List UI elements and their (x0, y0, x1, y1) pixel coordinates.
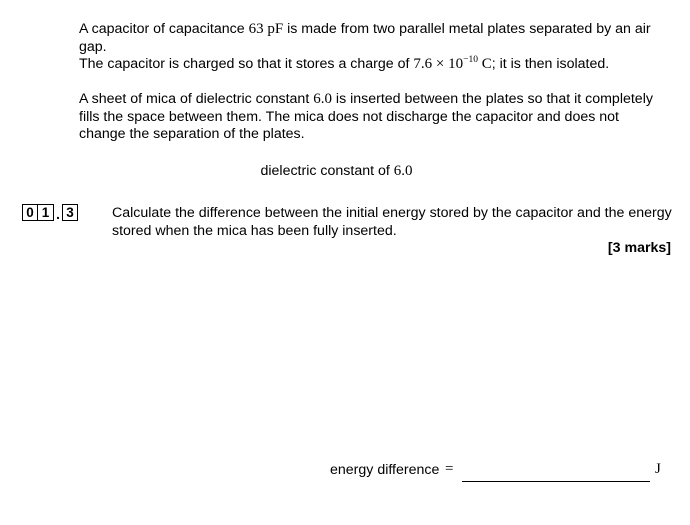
intro-text: ; it is then isolated. (491, 56, 610, 72)
question-part-box: 3 (62, 204, 78, 221)
intro-text: is made from two parallel metal plates separated by an air gap. (79, 21, 651, 55)
dielectric-caption-value: 6.0 (393, 163, 413, 179)
question-number-separator: . (56, 207, 60, 222)
answer-equals: = (445, 461, 454, 477)
dielectric-caption (0, 163, 673, 180)
mica-text: A sheet of mica of dielectric constant (79, 91, 314, 107)
capacitance-value: 63 pF (248, 21, 284, 37)
answer-label: energy difference (330, 462, 440, 478)
question-number (22, 203, 78, 221)
intro-text: A capacitor of capacitance (79, 21, 249, 37)
question-number-box: 1 (38, 204, 54, 221)
charge-exponent: −10 (463, 55, 478, 65)
mica-paragraph (79, 91, 669, 144)
mica-text: is inserted between the plates so that it completely fills the space between them. The mica does not discharge the capacitor and does not change the separation of the plates. (79, 91, 653, 142)
answer-row (330, 461, 670, 483)
dielectric-constant-value: 6.0 (313, 91, 332, 107)
question-text: Calculate the difference between the initial energy stored by the capacitor and the energy stored when the mica has been fully inserted. (112, 205, 672, 239)
intro-text: The capacitor is charged so that it stores a charge of (79, 56, 414, 72)
question-number-box: 0 (22, 204, 38, 221)
intro-paragraph (79, 21, 669, 74)
answer-unit: J (655, 461, 661, 477)
charge-value: $7.6 \times 10^{-10}$ C (413, 55, 492, 72)
marks-label: [3 marks] (607, 240, 671, 256)
answer-input-line[interactable] (462, 481, 650, 482)
dielectric-caption-label: dielectric constant of (260, 163, 394, 179)
